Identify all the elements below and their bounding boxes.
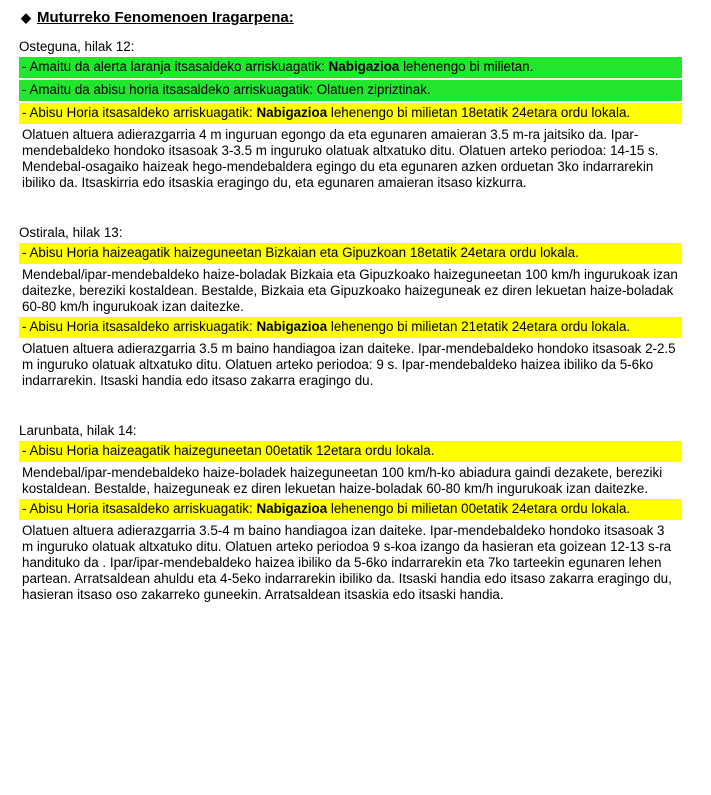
sea-description: Olatuen altuera adierazgarria 4 m inguruan egongo da eta egunaren amaieran 3.5 m-ra jaitsiko da. Ipar-mendebaldeko hondoko itsasoak 3-3.5 m inguruko olatuak altxatuko ditu. Olatuen arteko periodoa: 14-15 s. Mendebal-osagaiko haizeak hego-mendebaldera egingo du eta egunaren azken orduetan 3ko indarrarekin ibiliko da. Itsaskirria edo itsaskia eragingo du, eta egunaren amaieran itsaso kizkurra. — [22, 127, 659, 190]
day-heading-thursday: Osteguna, hilak 12: — [19, 39, 135, 54]
alert-yellow-navigation: - Abisu Horia itsasaldeko arriskuagatik: Nabigazioa lehenengo bi milietan 21etatik 24etara ordu lokala. — [19, 317, 682, 338]
alert-ended-yellow-spray: - Amaitu da abisu horia itsasaldeko arriskuagatik: Olatuen zipriztinak. — [19, 80, 682, 101]
day-heading-friday: Ostirala, hilak 13: — [19, 225, 123, 240]
wind-description: Mendebal/ipar-mendebaldeko haize-boladek haizeguneetan 100 km/h-ko abiadura gaindi dezakete, bereziki kostaldean. Bestalde, haizeguneak ez diren lekuetan haize-boladak 60-80 km/h ingurukoak izan daitezke. — [22, 465, 663, 496]
diamond-bullet-icon: ◆ — [21, 10, 31, 25]
alert-ended-orange-navigation: - Amaitu da alerta laranja itsasaldeko arriskuagatik: Nabigazioa lehenengo bi milietan. — [19, 57, 682, 78]
title-text: Muturreko Fenomenoen Iragarpena: — [37, 9, 294, 26]
alert-yellow-wind: - Abisu Horia haizeagatik haizeguneetan Bizkaian eta Gipuzkoan 18etatik 24etara ordu lokala. — [19, 243, 682, 264]
alert-yellow-navigation: - Abisu Horia itsasaldeko arriskuagatik: Nabigazioa lehenengo bi milietan 00etatik 24etara ordu lokala. — [19, 499, 682, 520]
sea-description: Olatuen altuera adierazgarria 3.5 m baino handiagoa izan daiteke. Ipar-mendebaldeko hondoko itsasoak 2-2.5 m inguruko olatuak altxatuko ditu. Olatuen arteko periodoa: 9 s. Ipar-mendebaldeko haizea ibiliko da 5-6ko indarrarekin. Itsaski handia edo itsaso zakarra eragingo du. — [22, 341, 676, 388]
wind-description: Mendebal/ipar-mendebaldeko haize-boladak Bizkaia eta Gipuzkoako haizeguneetan 100 km/h ingurukoak izan daitezke, bereziki kostaldean. Bestalde, Bizkaia eta Gipuzkoako haizeguneak ez diren lekuetan haize-boladak 60-80 km/h ingurukoak izan daitezke. — [22, 267, 678, 314]
page-title — [21, 9, 682, 27]
sea-description: Olatuen altuera adierazgarria 3.5-4 m baino handiagoa izan daiteke. Ipar-mendebaldeko hondoko itsasoak 3 m inguruko olatuak altxatuko ditu. Olatuen arteko periodoa 9 s-koa izango da hasieran eta goizean 12-13 s-ra handituko da . Ipar/ipar-mendebaldeko haizea ibiliko da 5-6ko indarrarekin eta 7ko tarteekin egunaren lehen partean. Arratsaldean ahuldu eta 4-5eko indarrarekin ibiliko da. Itsaski handia edo itsaso zakarra eragingo du, hasieran itsaso oso zakarreko guneekin. Arratsaldean itsaskia edo itsaski handia. — [22, 523, 672, 602]
alert-yellow-navigation: - Abisu Horia itsasaldeko arriskuagatik: Nabigazioa lehenengo bi milietan 18etatik 24etara ordu lokala. — [19, 103, 682, 124]
day-heading-saturday: Larunbata, hilak 14: — [19, 423, 137, 438]
forecast-document — [19, 9, 682, 603]
alert-yellow-wind: - Abisu Horia haizeagatik haizeguneetan 00etatik 12etara ordu lokala. — [19, 441, 682, 462]
